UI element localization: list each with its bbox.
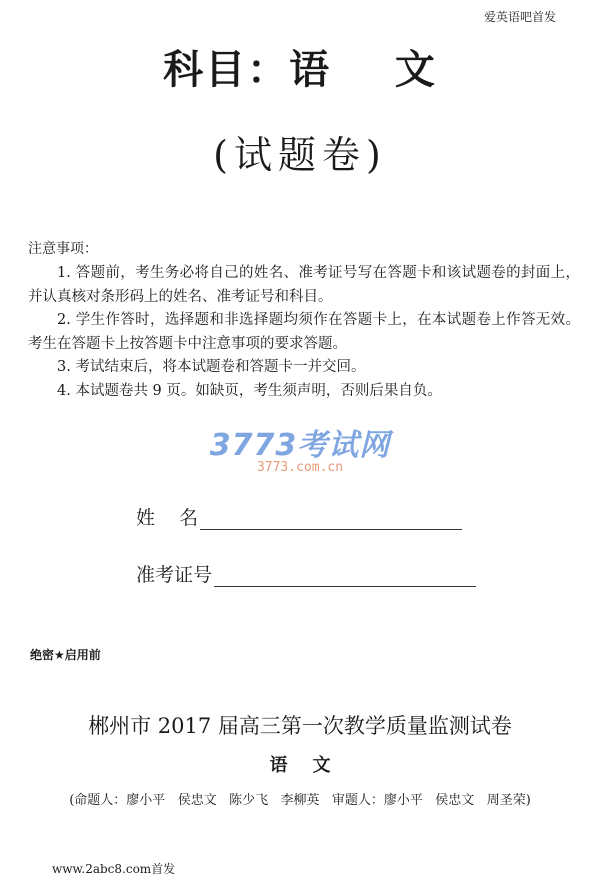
notes-heading: 注意事项： xyxy=(28,241,98,257)
exam-subject: 语 文 xyxy=(269,755,331,776)
bottom-watermark: www.2abc8.com首发 xyxy=(52,862,176,876)
note-item: 3. 考试结束后，将本试题卷和答题卡一并交回。 xyxy=(57,359,366,375)
note-item: 4. 本试题卷共 9 页。如缺页，考生须声明，否则后果自负。 xyxy=(57,382,442,399)
top-watermark: 爱英语吧首发 xyxy=(483,10,556,24)
subject-title: 科目：语 文 xyxy=(163,47,437,93)
name-label: 姓 名 xyxy=(136,507,199,529)
notes-list xyxy=(28,262,580,403)
paper-type-label: (试题卷) xyxy=(213,133,387,177)
logo-main-text: 3773考试网 xyxy=(209,428,391,463)
secret-label: 绝密★启用前 xyxy=(30,648,101,662)
exam-title: 郴州市 2017 届高三第一次教学质量监测试卷 xyxy=(88,714,512,738)
exam-id-label: 准考证号 xyxy=(136,564,213,586)
authors-line: (命题人：廖小平 侯忠文 陈少飞 李柳英 审题人：廖小平 侯忠文 周圣荣) xyxy=(69,793,531,808)
name-field xyxy=(136,503,462,530)
exam-id-blank-line xyxy=(214,566,476,587)
exam-id-field xyxy=(136,560,476,587)
site-logo xyxy=(0,420,600,475)
logo-sub-text: 3773.com.cn xyxy=(256,460,344,475)
note-item: 2. 学生作答时，选择题和非选择题均须作在答题卡上，在本试题卷上作答无效。考生在答题卡上按答题卡中注意事项的要求答题。 xyxy=(28,312,580,352)
note-item: 1. 答题前，考生务必将自己的姓名、准考证号写在答题卡和该试题卷的封面上，并认真核对条形码上的姓名、准考证号和科目。 xyxy=(28,265,580,305)
name-blank-line xyxy=(200,509,462,530)
